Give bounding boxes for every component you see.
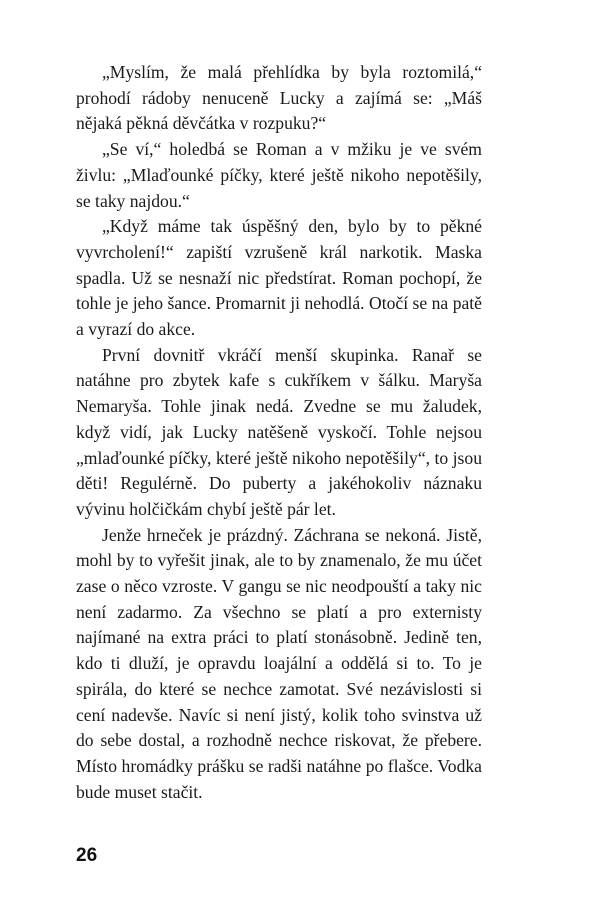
paragraph: Jenže hrneček je prázdný. Záchrana se nekoná. Jistě, mohl by to vyřešit jinak, ale to by znamenalo, že mu účet zase o něco vzroste. V gangu se nic neodpouští a taky nic není zadarmo. Za všechno se platí a pro externisty najímané na extra práci to platí stonásobně. Jedině ten, kdo ti dluží, je opravdu loajální a oddělá si to. To je spirála, do které se nechce zamotat. Své nezávislosti si cení nadevše. Navíc si není jistý, kolik toho svinstva už do sebe dostal, a rozhodně nechce riskovat, že přebere. Místo hromádky prášku se radši natáhne po flašce. Vodka bude muset stačit. [76,524,482,802]
paragraph: „Myslím, že malá přehlídka by byla roztomilá,“ prohodí rádoby nenuceně Lucky a zajímá se: „Máš nějaká pěkná děvčátka v rozpuku?“ [76,62,482,134]
page-number: 26 [76,845,98,866]
paragraph: První dovnitř vkráčí menší skupinka. Ranař se natáhne pro zbytek kafe s cukříkem v šálku. Maryša Nemaryša. Tohle jinak nedá. Zvedne se mu žaludek, když vidí, jak Lucky natěšeně vyskočí. Tohle nejsou „mlaďounké píčky, které ještě nikoho nepotěšily“, to jsou děti! Regulérně. Do puberty a jakéhokoliv náznaku vývinu holčičkám chybí ještě pár let. [76,344,482,519]
body-text [76,60,482,805]
paragraph: „Když máme tak úspěšný den, bylo by to pěkné vyvrcholení!“ zapiští vzrušeně král narkotik. Maska spadla. Už se nesnaží nic předstírat. Roman pochopí, že tohle je jeho šance. Promarnit ji nehodlá. Otočí se na patě a vyrazí do akce. [76,216,482,340]
paragraph: „Se ví,“ holedbá se Roman a v mžiku je ve svém živlu: „Mlaďounké píčky, které ještě nikoho nepotěšily, se taky najdou.“ [76,139,482,211]
